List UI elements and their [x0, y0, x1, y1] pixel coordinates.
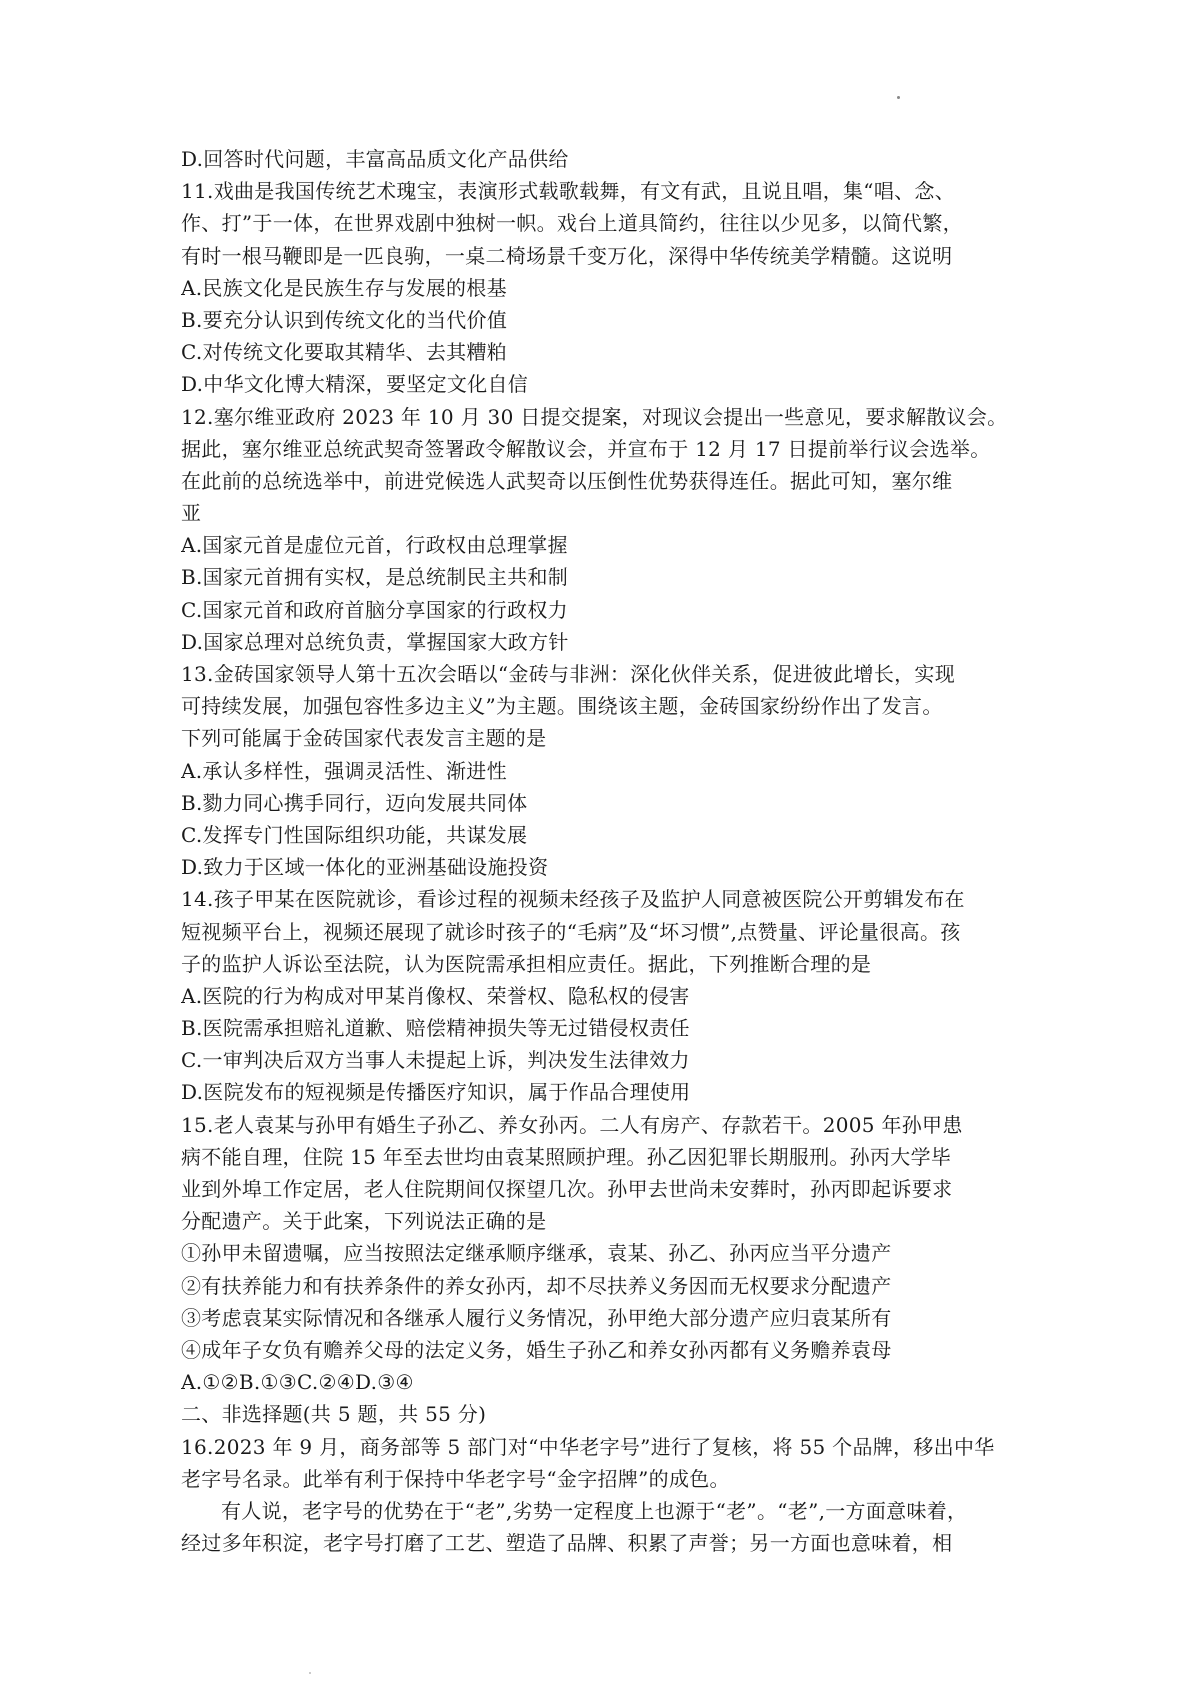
- text-line: 业到外埠工作定居，老人住院期间仅探望几次。孙甲去世尚未安葬时，孙丙即起诉要求: [181, 1177, 953, 1201]
- text-line: ④成年子女负有赡养父母的法定义务，婚生子孙乙和养女孙丙都有义务赡养袁母: [181, 1337, 892, 1362]
- text-line: 作、打”于一体，在世界戏剧中独树一帜。戏台上道具简约，往往以少见多，以简代繁，: [181, 211, 963, 236]
- text-line: A.①②B.①③C.②④D.③④: [181, 1370, 414, 1395]
- text-line: A.民族文化是民族生存与发展的根基: [181, 275, 507, 300]
- text-line: 可持续发展，加强包容性多边主义”为主题。围绕该主题，金砖国家纷纷作出了发言。: [181, 694, 943, 719]
- text-line: D.回答时代问题，丰富高品质文化产品供给: [181, 147, 569, 171]
- text-line: 据此，塞尔维亚总统武契奇签署政令解散议会，并宣布于 12 月 17 日提前举行议会选举。: [181, 436, 991, 461]
- text-line: C.一审判决后双方当事人未提起上诉，判决发生法律效力: [181, 1048, 690, 1073]
- text-line: 16.2023 年 9 月，商务部等 5 部门对“中华老字号”进行了复核，将 55 个品牌，移出中华: [181, 1434, 995, 1459]
- text-line: 11.戏曲是我国传统艺术瑰宝，表演形式载歌载舞，有文有武，且说且唱，集“唱、念、: [181, 179, 956, 204]
- text-line: D.中华文化博大精深，要坚定文化自信: [181, 372, 529, 397]
- text-line: B.要充分认识到传统文化的当代价值: [181, 307, 508, 332]
- page-content: [181, 143, 1033, 1559]
- text-line: 在此前的总统选举中，前进党候选人武契奇以压倒性优势获得连任。据此可知，塞尔维: [181, 468, 953, 493]
- text-line: 13.金砖国家领导人第十五次会晤以“金砖与非洲：深化伙伴关系，促进彼此增长，实现: [181, 662, 956, 686]
- text-line: C.发挥专门性国际组织功能，共谋发展: [181, 822, 528, 847]
- text-line: B.勠力同心携手同行，迈向发展共同体: [181, 790, 528, 815]
- text-line: ③考虑袁某实际情况和各继承人履行义务情况，孙甲绝大部分遗产应归袁某所有: [181, 1305, 892, 1330]
- text-line: ②有扶养能力和有扶养条件的养女孙丙，却不尽扶养义务因而无权要求分配遗产: [181, 1273, 892, 1298]
- scan-speck: [897, 96, 900, 99]
- text-line: 亚: [181, 501, 202, 526]
- text-line: A.承认多样性，强调灵活性、渐进性: [181, 758, 507, 783]
- text-line: 病不能自理，住院 15 年至去世均由袁某照顾护理。孙乙因犯罪长期服刑。孙丙大学毕: [181, 1144, 952, 1169]
- text-line: 经过多年积淀，老字号打磨了工艺、塑造了品牌、积累了声誉；另一方面也意味着，相: [181, 1531, 953, 1556]
- text-line: 子的监护人诉讼至法院，认为医院需承担相应责任。据此，下列推断合理的是: [181, 951, 872, 976]
- text-line: 14.孩子甲某在医院就诊，看诊过程的视频未经孩子及监护人同意被医院公开剪辑发布在: [181, 887, 965, 912]
- text-line: 下列可能属于金砖国家代表发言主题的是: [181, 726, 547, 751]
- text-line: A.国家元首是虚位元首，行政权由总理掌握: [181, 533, 568, 558]
- text-line: 12.塞尔维亚政府 2023 年 10 月 30 日提交提案，对现议会提出一些意见，要求解散议会。: [181, 404, 1008, 429]
- text-line: C.国家元首和政府首脑分享国家的行政权力: [181, 597, 568, 622]
- text-line: 15.老人袁某与孙甲有婚生子孙乙、养女孙丙。二人有房产、存款若干。2005 年孙甲患: [181, 1112, 963, 1137]
- text-line: B.医院需承担赔礼道歉、赔偿精神损失等无过错侵权责任: [181, 1016, 690, 1041]
- text-line: 有时一根马鞭即是一匹良驹，一桌二椅场景千变万化，深得中华传统美学精髓。这说明: [181, 243, 953, 268]
- text-line: C.对传统文化要取其精华、去其糟粕: [181, 340, 508, 365]
- text-line: D.致力于区域一体化的亚洲基础设施投资: [181, 855, 549, 880]
- text-line: 二、非选择题(共 5 题，共 55 分): [181, 1402, 487, 1427]
- text-line: A.医院的行为构成对甲某肖像权、荣誉权、隐私权的侵害: [181, 983, 690, 1008]
- text-line: ①孙甲未留遗嘱，应当按照法定继承顺序继承，袁某、孙乙、孙丙应当平分遗产: [181, 1241, 892, 1266]
- text-line: 老字号名录。此举有利于保持中华老字号“金字招牌”的成色。: [181, 1466, 730, 1491]
- text-line: D.医院发布的短视频是传播医疗知识，属于作品合理使用: [181, 1080, 691, 1105]
- text-line: 分配遗产。关于此案，下列说法正确的是: [181, 1209, 547, 1234]
- text-line: B.国家元首拥有实权，是总统制民主共和制: [181, 565, 569, 590]
- scan-speck: [309, 1672, 311, 1674]
- text-line: 短视频平台上，视频还展现了就诊时孩子的“毛病”及“坏习惯”,点赞量、评论量很高。孩: [181, 919, 961, 944]
- text-line: 有人说，老字号的优势在于“老”,劣势一定程度上也源于“老”。“老”,一方面意味着，: [221, 1498, 968, 1523]
- text-line: D.国家总理对总统负责，掌握国家大政方针: [181, 629, 569, 654]
